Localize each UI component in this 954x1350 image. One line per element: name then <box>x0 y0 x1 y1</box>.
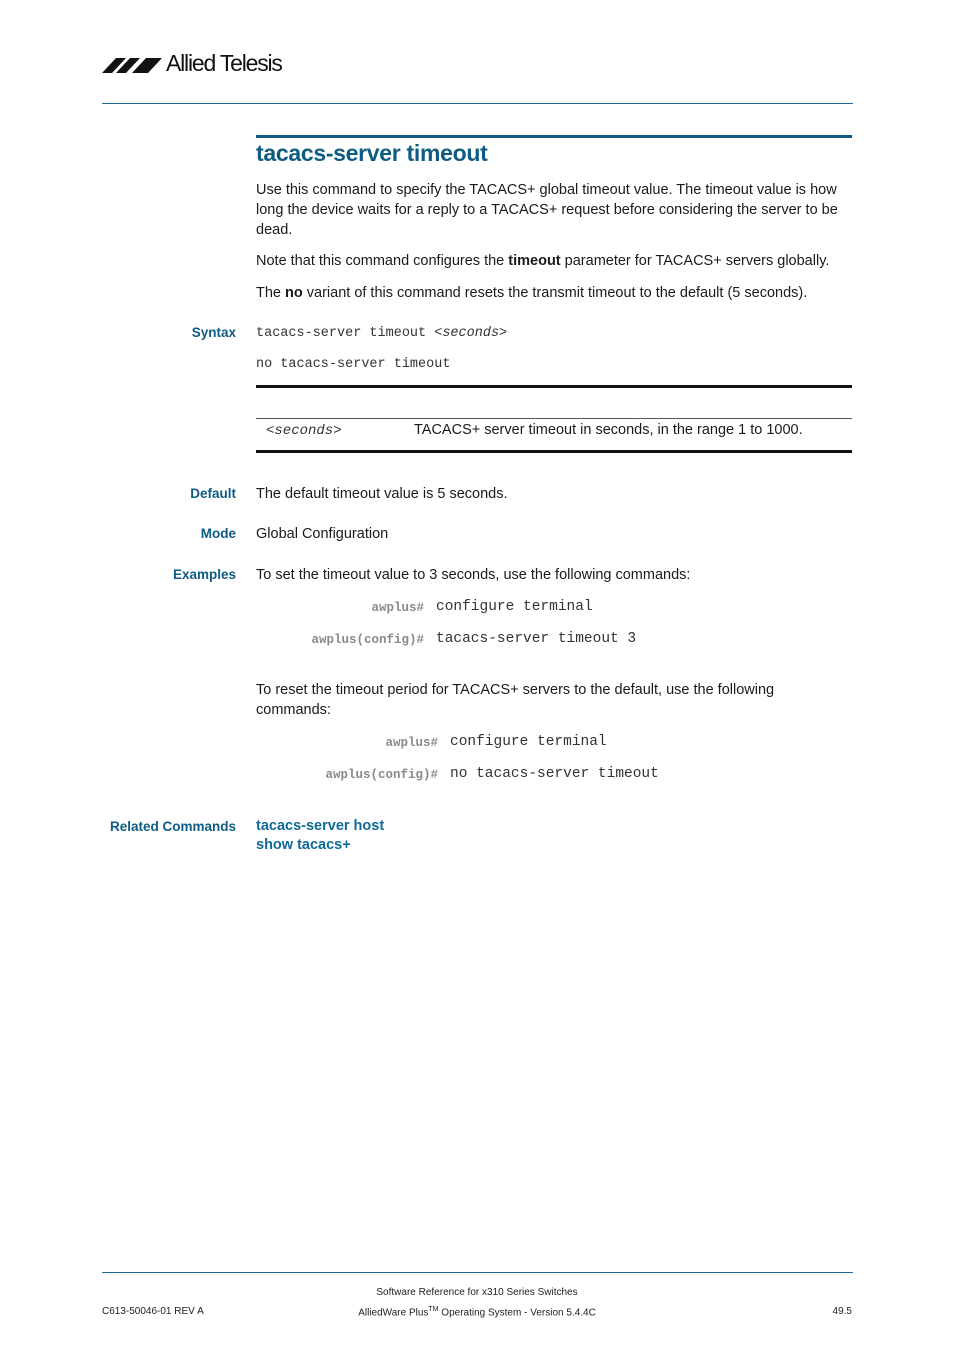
example-command: configure terminal <box>436 599 593 615</box>
param-table-top-rule <box>256 385 852 388</box>
example-command: configure terminal <box>450 734 607 750</box>
syntax-line-2: no tacacs-server timeout <box>256 357 451 372</box>
param-name: <seconds> <box>266 423 342 439</box>
syntax-label: Syntax <box>191 325 236 340</box>
param-description: TACACS+ server timeout in seconds, in the range 1 to 1000. <box>414 422 803 438</box>
mode-text: Global Configuration <box>256 526 389 542</box>
footer-rule <box>102 1272 853 1273</box>
no-keyword: no <box>285 285 303 301</box>
related-link-tacacs-server-host[interactable]: tacacs-server host <box>256 818 385 834</box>
default-label: Default <box>190 486 236 501</box>
mode-label: Mode <box>200 526 236 541</box>
related-link-show-tacacs[interactable]: show tacacs+ <box>256 837 351 853</box>
examples-label: Examples <box>172 567 236 582</box>
logo-text: Allied Telesis <box>166 50 282 76</box>
header-rule <box>102 103 853 104</box>
example-command: no tacacs-server timeout <box>450 766 659 782</box>
example-prompt: awplus# <box>371 601 424 615</box>
page-title: tacacs-server timeout <box>256 140 488 166</box>
footer-doc-id: C613-50046-01 REV A <box>102 1306 204 1317</box>
description-paragraph: Use this command to specify the TACACS+ global timeout value. The timeout value is how long the device waits for a reply to a TACACS+ request before considering the server to be dead. <box>256 182 838 238</box>
note-paragraph: Note that this command configures the timeout parameter for TACACS+ servers globally. <box>256 253 830 269</box>
default-text: The default timeout value is 5 seconds. <box>256 486 508 502</box>
examples-intro-1: To set the timeout value to 3 seconds, use the following commands: <box>256 567 691 583</box>
no-variant-paragraph: The no variant of this command resets the transmit timeout to the default (5 seconds). <box>256 285 808 301</box>
example-prompt: awplus(config)# <box>325 768 438 782</box>
example-prompt: awplus# <box>385 736 438 750</box>
title-rule <box>256 135 852 138</box>
param-table-header-rule <box>256 418 852 419</box>
examples-intro-2: To reset the timeout period for TACACS+ servers to the default, use the following commands: <box>256 682 775 718</box>
param-table-bottom-rule <box>256 450 852 453</box>
footer-page-number: 49.5 <box>832 1306 852 1317</box>
example-command: tacacs-server timeout 3 <box>436 631 637 647</box>
syntax-param: <seconds> <box>434 326 508 341</box>
related-commands-label: Related Commands <box>109 819 236 834</box>
footer-os-version: AlliedWare Plus™ Operating System - Version 5.4.4C <box>358 1306 596 1319</box>
example-prompt: awplus(config)# <box>311 633 424 647</box>
note-keyword: timeout <box>508 253 561 269</box>
syntax-line-1: tacacs-server timeout <seconds> <box>256 326 508 341</box>
footer-title: Software Reference for x310 Series Switches <box>376 1287 578 1298</box>
